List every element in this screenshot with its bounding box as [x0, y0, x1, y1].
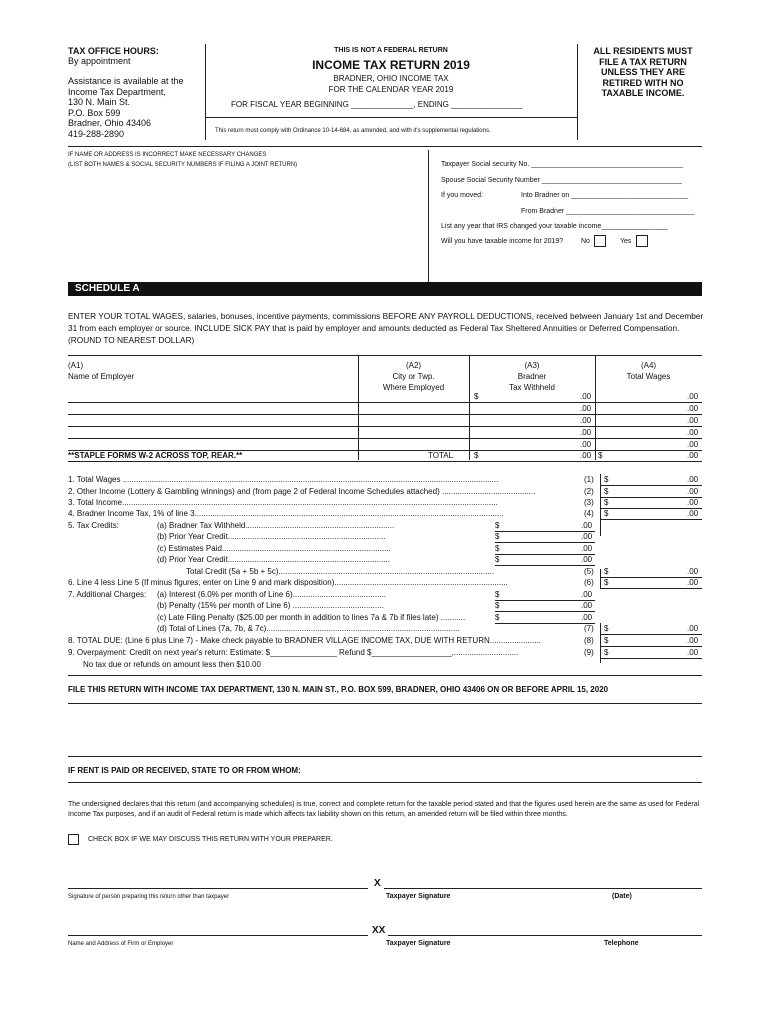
line-5b-dollar: $	[495, 532, 500, 541]
line-7c-cents: .00	[581, 613, 593, 622]
col-a4-header: (A4) Total Wages	[626, 361, 671, 381]
col-a1-header: (A1) Name of Employer	[68, 361, 135, 381]
residents-notice: ALL RESIDENTS MUST FILE A TAX RETURN UNLESS THEY ARE RETIRED WITH NO TAXABLE INCOME.	[593, 46, 693, 98]
line-5c: (c) Estimates Paid............................................................................	[157, 544, 391, 553]
line-7a-cents: .00	[581, 590, 593, 599]
line-2-cents: .00	[687, 487, 699, 496]
line-5d-cents: .00	[581, 555, 593, 564]
calendar-line: FOR THE CALENDAR YEAR 2019	[328, 85, 454, 94]
line-4-cents: .00	[687, 509, 699, 518]
line-4-bradner-tax: 4. Bradner Income Tax, 1% of line 3...........................................................................................................................................	[68, 509, 504, 518]
preparer-signature-line[interactable]	[68, 888, 368, 889]
a3-dollar-sign: $	[474, 392, 479, 401]
a3-total-dollar: $	[474, 451, 479, 460]
line-1-cents: .00	[687, 475, 699, 484]
a4-total-cents: .00	[687, 451, 699, 460]
line-5-label: 5. Tax Credits:	[68, 521, 119, 530]
line-8-total-due: 8. TOTAL DUE: (Line 6 plus Line 7) - Make check payable to BRADNER VILLAGE INCOME TAX, DUE WITH RETURN.......................	[68, 636, 541, 645]
telephone-label: Telephone	[604, 940, 639, 947]
total-label: TOTAL	[428, 451, 454, 460]
line-3-dollar: $	[604, 498, 609, 507]
line-9-num: (9)	[584, 648, 594, 657]
city-line: BRADNER, OHIO INCOME TAX	[333, 74, 449, 83]
fiscal-year-field[interactable]: FOR FISCAL YEAR BEGINNING ______________, ENDING ________________	[231, 100, 523, 109]
line-1-total-wages: 1. Total Wages .........................................................................................................................................................................	[68, 475, 499, 484]
schedule-a-intro: ENTER YOUR TOTAL WAGES, salaries, bonuses, incentive payments, commissions BEFORE ANY PAYROLL DEDUCTIONS, received between January 1st and December 31 from each employer or source. INCLUDE SICK PAY that is paid by employer and amounts deducted as Federal Tax Sheltered Annuities or Deferred Compensation. (ROUND TO NEAREST DOLLAR)	[68, 311, 704, 345]
office-hours: By appointment	[68, 56, 131, 66]
taxpayer-signature-label: Taxpayer Signature	[386, 893, 451, 900]
into-bradner-field[interactable]: Into Bradner on ______________________________	[521, 192, 688, 199]
a3-cents: .00	[580, 428, 592, 437]
taxpayer-signature-label-2: Taxpayer Signature	[386, 940, 451, 947]
ordinance-note: This return must comply with Ordinance 10-14-684, as amended, and with it's supplemental regulations.	[215, 128, 491, 134]
line-3-num: (3)	[584, 498, 594, 507]
line-5d: (d) Prior Year Credit.........................................................................	[157, 555, 390, 564]
line-5d-dollar: $	[495, 555, 500, 564]
taxpayer-ssn-field[interactable]: Taxpayer Social security No. _______________________________________	[441, 161, 684, 168]
line-5-total: Total Credit (5a + 5b + 5c).................................................................................................	[186, 567, 495, 576]
line-5a: (a) Bradner Tax Withheld...................................................................	[157, 521, 395, 530]
a4-cents: .00	[687, 416, 699, 425]
line-6-dollar: $	[604, 578, 609, 587]
a4-total-dollar: $	[598, 451, 603, 460]
a3-cents: .00	[580, 440, 592, 449]
no-label: No	[581, 238, 590, 245]
line-9-dollar: $	[604, 648, 609, 657]
line-5-num: (5)	[584, 567, 594, 576]
office-hours-title: TAX OFFICE HOURS:	[68, 46, 159, 56]
a3-cents: .00	[580, 392, 592, 401]
date-label: (Date)	[612, 893, 632, 900]
form-title: INCOME TAX RETURN 2019	[312, 58, 470, 72]
line-7a-dollar: $	[495, 590, 500, 599]
line-8-dollar: $	[604, 636, 609, 645]
a4-cents: .00	[687, 428, 699, 437]
line-7-dollar: $	[604, 624, 609, 633]
yes-label: Yes	[620, 238, 632, 245]
declaration: The undersigned declares that this return (and accompanying schedules) is true, correct and complete return for the taxable period stated and that the figures used herein are the same as used for Federal Income Tax purposes, and if an audit of Federal return is made which affects tax liability shown on this return, an amended return will be filed within three months.	[68, 801, 700, 818]
a4-cents: .00	[687, 440, 699, 449]
line-8-cents: .00	[687, 636, 699, 645]
a4-cents: .00	[687, 392, 699, 401]
line-6: 6. Line 4 less Line 5 (If minus figures, enter on Line 9 and mark disposition)..............................................................................	[68, 578, 508, 587]
spouse-signature-line[interactable]	[388, 935, 702, 936]
moved-label: If you moved:	[441, 192, 484, 199]
line-7b: (b) Penalty (15% per month of Line 6) .........................................	[157, 601, 384, 610]
line-3-total-income: 3. Total Income.........................................................................................................................................................................	[68, 498, 498, 507]
line-6-cents: .00	[687, 578, 699, 587]
line-5b: (b) Prior Year Credit.......................................................................	[157, 532, 386, 541]
staple-note: **STAPLE FORMS W-2 ACROSS TOP, REAR.**	[68, 451, 243, 460]
firm-address-line[interactable]	[68, 935, 368, 936]
file-return-instructions: FILE THIS RETURN WITH INCOME TAX DEPARTMENT, 130 N. MAIN ST., P.O. BOX 599, BRADNER, OHIO 43406 ON OR BEFORE APRIL 15, 2020	[68, 685, 609, 694]
schedule-a-heading: SCHEDULE A	[75, 283, 140, 294]
line-7-cents: .00	[687, 624, 699, 633]
line-4-num: (4)	[584, 509, 594, 518]
line-5a-dollar: $	[495, 521, 500, 530]
irs-changed-field[interactable]: List any year that IRS changed your taxable income_________________	[441, 223, 668, 230]
col-a2-header: (A2) City or Twp. Where Employed	[382, 361, 445, 392]
spouse-signature-x: XX	[372, 925, 386, 936]
line-2-num: (2)	[584, 487, 594, 496]
line-9-cents: .00	[687, 648, 699, 657]
line-7b-cents: .00	[581, 601, 593, 610]
preparer-discuss-label: CHECK BOX IF WE MAY DISCUSS THIS RETURN WITH YOUR PREPARER.	[88, 836, 333, 843]
rent-heading: IF RENT IS PAID OR RECEIVED, STATE TO OR FROM WHOM:	[68, 766, 301, 775]
line-5c-cents: .00	[581, 544, 593, 553]
a3-cents: .00	[580, 404, 592, 413]
line-6-num: (6)	[584, 578, 594, 587]
taxpayer-signature-x: X	[374, 878, 381, 889]
schedule-a-bar	[68, 282, 702, 296]
line-8-num: (8)	[584, 636, 594, 645]
line-7-label: 7. Additional Charges:	[68, 590, 147, 599]
line-9-overpayment: 9. Overpayment: Credit on next year's return: Estimate: $_______________ Refund $__________________,.............................	[68, 648, 519, 657]
line-4-dollar: $	[604, 509, 609, 518]
a4-cents: .00	[687, 404, 699, 413]
line-5b-cents: .00	[581, 532, 593, 541]
no-checkbox[interactable]	[594, 235, 606, 247]
line-7-num: (7)	[584, 624, 594, 633]
line-7d: (d) Total of Lines (7a, 7b, & 7c).......................................................................................	[157, 624, 460, 633]
joint-note: (LIST BOTH NAMES & SOCIAL SECURITY NUMBERS IF FILING A JOINT RETURN)	[68, 162, 298, 168]
line-5c-dollar: $	[495, 544, 500, 553]
line-7c-dollar: $	[495, 613, 500, 622]
line-1-num: (1)	[584, 475, 594, 484]
not-federal-note: THIS IS NOT A FEDERAL RETURN	[334, 47, 448, 54]
col-a3-header: (A3) Bradner Tax Withheld	[509, 361, 555, 392]
taxable-income-question: Will you have taxable income for 2019?	[441, 238, 564, 245]
assistance-block: Assistance is available at the Income Tax Department, 130 N. Main St. P.O. Box 599 Bradner, Ohio 43406 419-288-2890	[68, 76, 184, 139]
no-tax-due-note: No tax due or refunds on amount less then $10.00	[83, 660, 261, 669]
a3-cents: .00	[580, 416, 592, 425]
name-note: IF NAME OR ADDRESS IS INCORRECT MAKE NECESSARY CHANGES	[68, 152, 267, 158]
line-7c: (c) Late Filing Penalty ($25.00 per month in addition to lines 7a & 7b if files late) ...........	[157, 613, 466, 622]
line-5-cents: .00	[687, 567, 699, 576]
line-7a: (a) Interest (6.0% per month of Line 6)..........................................	[157, 590, 386, 599]
firm-address-label: Name and Address of Firm or Employer	[68, 941, 174, 947]
line-3-cents: .00	[687, 498, 699, 507]
line-7b-dollar: $	[495, 601, 500, 610]
line-5-dollar: $	[604, 567, 609, 576]
line-5a-cents: .00	[581, 521, 593, 530]
yes-checkbox[interactable]	[636, 235, 648, 247]
from-bradner-field[interactable]: From Bradner _________________________________	[521, 208, 695, 215]
line-2-dollar: $	[604, 487, 609, 496]
spouse-ssn-field[interactable]: Spouse Social Security Number ____________________________________	[441, 177, 682, 184]
a3-total-cents: .00	[580, 451, 592, 460]
preparer-signature-label: Signature of person preparing this return other than taxpayer	[68, 894, 230, 900]
taxpayer-signature-line[interactable]	[384, 888, 702, 889]
preparer-discuss-checkbox[interactable]	[68, 834, 79, 845]
line-1-dollar: $	[604, 475, 609, 484]
line-2-other-income: 2. Other Income (Lottery & Gambling winnings) and (from page 2 of Federal Income Schedules attached) ..........................................	[68, 487, 536, 496]
